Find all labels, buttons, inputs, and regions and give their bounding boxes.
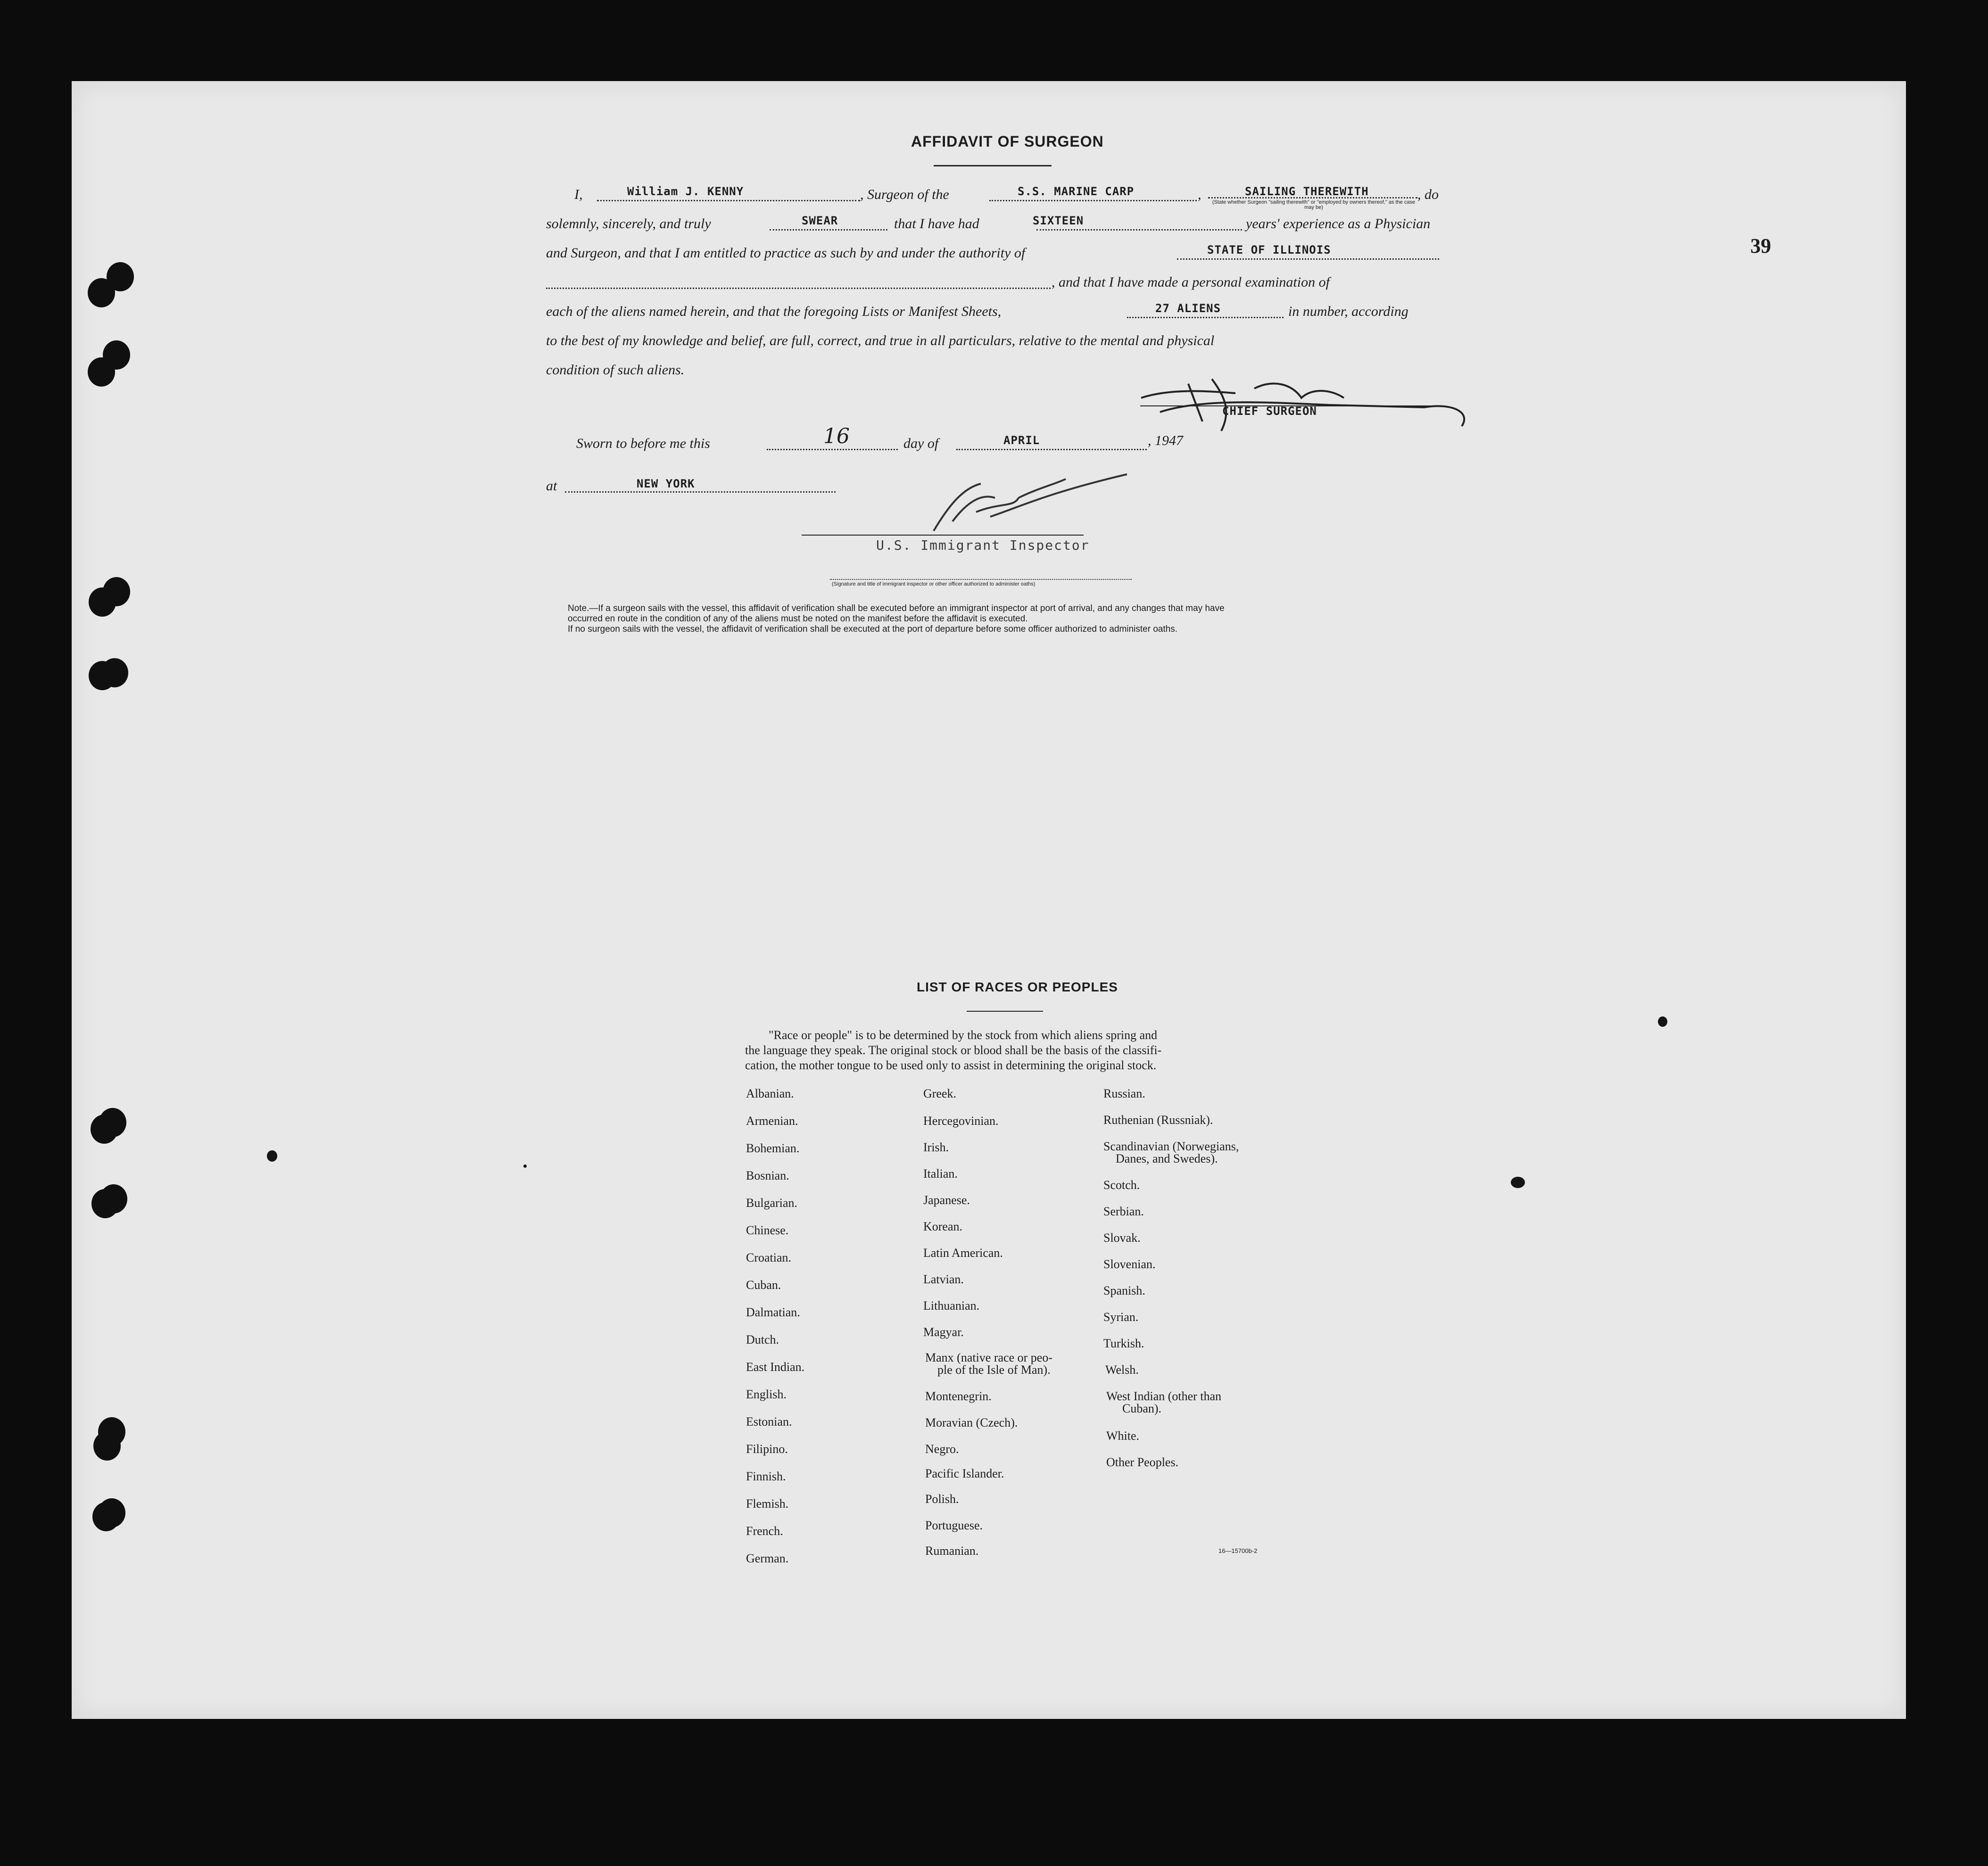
- punch-hole: [88, 278, 115, 307]
- race-item: Danes, and Swedes).: [1116, 1152, 1218, 1165]
- form-number: 16—15700b-2: [1218, 1547, 1258, 1554]
- race-item: Lithuanian.: [923, 1299, 980, 1313]
- race-item: Armenian.: [746, 1114, 798, 1128]
- race-item: Welsh.: [1105, 1363, 1139, 1377]
- signature-caption: (Signature and title of immigrant inspector or other officer authorized to administer oaths): [832, 581, 1035, 587]
- race-item: ple of the Isle of Man).: [937, 1363, 1051, 1377]
- line1-comma: ,: [1198, 187, 1201, 202]
- name-underline: [597, 200, 860, 201]
- punch-hole: [89, 587, 116, 617]
- races-intro-2: the language they speak. The original stock or blood shall be the basis of the classifi-: [745, 1043, 1162, 1057]
- race-item: Croatian.: [746, 1251, 792, 1264]
- punch-hole: [88, 357, 115, 387]
- race-item: English.: [746, 1387, 787, 1401]
- race-item: Ruthenian (Russniak).: [1103, 1113, 1213, 1127]
- inspector-signature: [924, 470, 1132, 540]
- line6: to the best of my knowledge and belief, are full, correct, and true in all particulars, relative to the mental and physical: [546, 333, 1215, 348]
- race-item: Moravian (Czech).: [925, 1416, 1018, 1429]
- month-underline: [956, 449, 1147, 450]
- race-item: Magyar.: [923, 1325, 964, 1339]
- race-item: Spanish.: [1103, 1284, 1145, 1297]
- races-intro-3: cation, the mother tongue to be used only to assist in determining the original stock.: [745, 1058, 1157, 1072]
- title-underline: [934, 165, 1052, 166]
- inspector-stamp: U.S. Immigrant Inspector: [876, 537, 1090, 553]
- line7: condition of such aliens.: [546, 362, 685, 378]
- race-item: Negro.: [925, 1442, 959, 1456]
- race-item: Turkish.: [1103, 1337, 1144, 1350]
- authority-underline: [1177, 258, 1439, 260]
- race-item: Filipino.: [746, 1442, 788, 1456]
- race-item: German.: [746, 1552, 789, 1565]
- race-item: Scandinavian (Norwegians,: [1103, 1139, 1239, 1153]
- race-item: Slovenian.: [1103, 1257, 1156, 1271]
- line2-mid: that I have had: [894, 216, 979, 231]
- race-item: White.: [1106, 1429, 1140, 1443]
- race-item: Russian.: [1103, 1087, 1145, 1100]
- race-item: French.: [746, 1524, 783, 1538]
- line2-pre: solemnly, sincerely, and truly: [546, 216, 711, 231]
- sworn-pre: Sworn to before me this: [576, 436, 710, 451]
- race-item: Italian.: [923, 1167, 958, 1181]
- sworn-day: 16: [823, 424, 850, 448]
- ink-speck: [267, 1150, 277, 1162]
- race-item: Pacific Islander.: [925, 1467, 1004, 1480]
- race-item: Dalmatian.: [746, 1305, 800, 1319]
- race-item: Other Peoples.: [1106, 1455, 1179, 1469]
- race-item: Polish.: [925, 1492, 959, 1506]
- sworn-month: APRIL: [1003, 434, 1040, 447]
- race-item: Scotch.: [1103, 1178, 1140, 1192]
- race-item: Japanese.: [923, 1193, 970, 1207]
- race-item: Dutch.: [746, 1333, 779, 1346]
- authority: STATE OF ILLINOIS: [1207, 243, 1331, 256]
- race-item: Serbian.: [1103, 1205, 1144, 1218]
- ink-speck: [1511, 1177, 1525, 1188]
- line5-pre: each of the aliens named herein, and that the foregoing Lists or Manifest Sheets,: [546, 304, 1002, 319]
- line2-post: years' experience as a Physician: [1246, 216, 1431, 231]
- sworn-year: , 1947: [1148, 433, 1183, 448]
- place-underline: [565, 491, 836, 493]
- day-underline: [767, 449, 898, 450]
- races-title: LIST OF RACES OR PEOPLES: [917, 980, 1118, 994]
- race-item: Slovak.: [1103, 1231, 1141, 1245]
- race-item: Irish.: [923, 1140, 949, 1154]
- punch-hole: [89, 661, 116, 690]
- race-item: Greek.: [923, 1087, 957, 1100]
- race-item: Portuguese.: [925, 1519, 983, 1532]
- at-pre: at: [546, 478, 557, 494]
- note-line-3: If no surgeon sails with the vessel, the affidavit of verification shall be executed at the port of departure before some officer authorized to administer oaths.: [568, 624, 1178, 634]
- punch-hole: [91, 1115, 118, 1144]
- race-item: Bulgarian.: [746, 1196, 798, 1210]
- status-note: (State whether Surgeon "sailing therewith" or "employed by owners thereof," as the case may be): [1212, 199, 1416, 210]
- race-item: Cuban).: [1122, 1402, 1162, 1415]
- ink-speck: [523, 1164, 527, 1168]
- affidavit-title: AFFIDAVIT OF SURGEON: [911, 133, 1104, 150]
- line1-mid: , Surgeon of the: [860, 187, 949, 202]
- race-item: Cuban.: [746, 1278, 781, 1292]
- races-title-underline: [967, 1011, 1043, 1012]
- ink-speck: [1658, 1016, 1667, 1027]
- race-item: Montenegrin.: [925, 1389, 992, 1403]
- inspector-title-underline: [830, 579, 1132, 580]
- ship-underline: [989, 200, 1197, 201]
- race-item: Bosnian.: [746, 1169, 789, 1182]
- signature-title: CHIEF SURGEON: [1222, 405, 1317, 418]
- race-item: Syrian.: [1103, 1310, 1139, 1324]
- count-underline: [1127, 317, 1284, 318]
- race-item: Chinese.: [746, 1223, 789, 1237]
- surgeon-name: William J. KENNY: [627, 185, 744, 198]
- race-item: Estonian.: [746, 1415, 792, 1428]
- oath: SWEAR: [802, 214, 838, 227]
- years-underline: [1036, 229, 1242, 231]
- race-item: Latin American.: [923, 1246, 1003, 1260]
- race-item: Latvian.: [923, 1272, 964, 1286]
- sworn-mid: day of: [903, 436, 939, 451]
- race-item: East Indian.: [746, 1360, 805, 1374]
- line1-post: , do: [1417, 187, 1439, 202]
- punch-hole: [92, 1502, 120, 1531]
- race-item: Flemish.: [746, 1497, 789, 1511]
- punch-hole: [93, 1431, 121, 1461]
- races-intro-1: "Race or people" is to be determined by the stock from which aliens spring and: [769, 1028, 1158, 1042]
- race-item: West Indian (other than: [1106, 1389, 1222, 1403]
- authority-cont-underline: [546, 288, 1051, 289]
- line3-pre: and Surgeon, and that I am entitled to practice as such by and under the authority of: [546, 245, 1026, 261]
- race-item: Hercegovinian.: [923, 1114, 999, 1128]
- line4-post: , and that I have made a personal examination of: [1052, 274, 1330, 290]
- race-item: Albanian.: [746, 1087, 794, 1100]
- note-line-1: Note.—If a surgeon sails with the vessel, this affidavit of verification shall be executed before an immigrant inspector at port of arrival, and any changes that may have: [568, 603, 1225, 613]
- surgeon-status: SAILING THEREWITH: [1245, 185, 1369, 198]
- inspector-signature-line: [802, 535, 1084, 536]
- page-number: 39: [1750, 234, 1771, 257]
- race-item: Finnish.: [746, 1470, 786, 1483]
- sworn-place: NEW YORK: [637, 477, 695, 490]
- note-line-2: occurred en route in the condition of any of the aliens must be noted on the manifest before the affidavit is executed.: [568, 614, 1028, 624]
- years: SIXTEEN: [1033, 214, 1084, 227]
- race-item: Rumanian.: [925, 1544, 979, 1558]
- ship-name: S.S. MARINE CARP: [1018, 185, 1135, 198]
- race-item: Korean.: [923, 1220, 963, 1233]
- race-item: Bohemian.: [746, 1141, 800, 1155]
- line5-post: in number, according: [1288, 304, 1408, 319]
- punch-hole: [91, 1189, 119, 1218]
- race-item: Manx (native race or peo-: [925, 1351, 1052, 1364]
- oath-underline: [770, 229, 887, 231]
- line1-pre: I,: [574, 187, 583, 202]
- alien-count: 27 ALIENS: [1155, 302, 1221, 315]
